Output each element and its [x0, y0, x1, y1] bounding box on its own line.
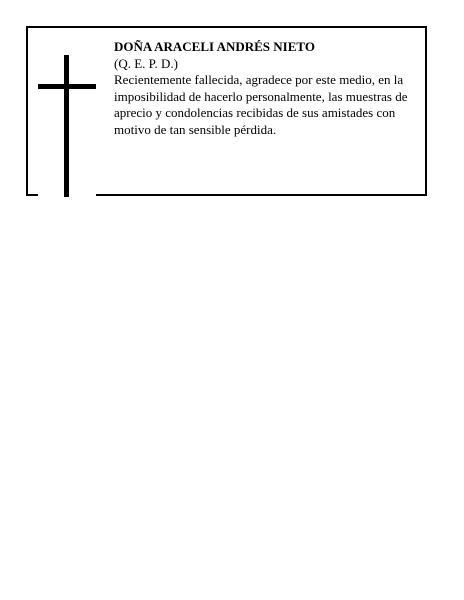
- frame-bottom-border-left: [26, 194, 38, 196]
- frame-right-border: [425, 26, 427, 196]
- cross-horizontal-bar: [38, 84, 96, 89]
- deceased-name: DOÑA ARACELI ANDRÉS NIETO: [114, 39, 315, 54]
- notice-text: [114, 39, 422, 138]
- cross-vertical-bar: [64, 55, 69, 197]
- obituary-notice: [26, 26, 427, 196]
- rip-abbreviation: (Q. E. P. D.): [114, 55, 178, 71]
- acknowledgement-message: Recientemente fallecida, agradece por este medio, en la imposibilidad de hacerlo personalmente, las muestras de aprecio y condolencias recibidas de sus amistades con motivo de tan sensible pérdida.: [114, 72, 408, 137]
- frame-left-border: [26, 26, 28, 196]
- frame-top-border: [26, 26, 427, 28]
- frame-bottom-border-right: [96, 194, 427, 196]
